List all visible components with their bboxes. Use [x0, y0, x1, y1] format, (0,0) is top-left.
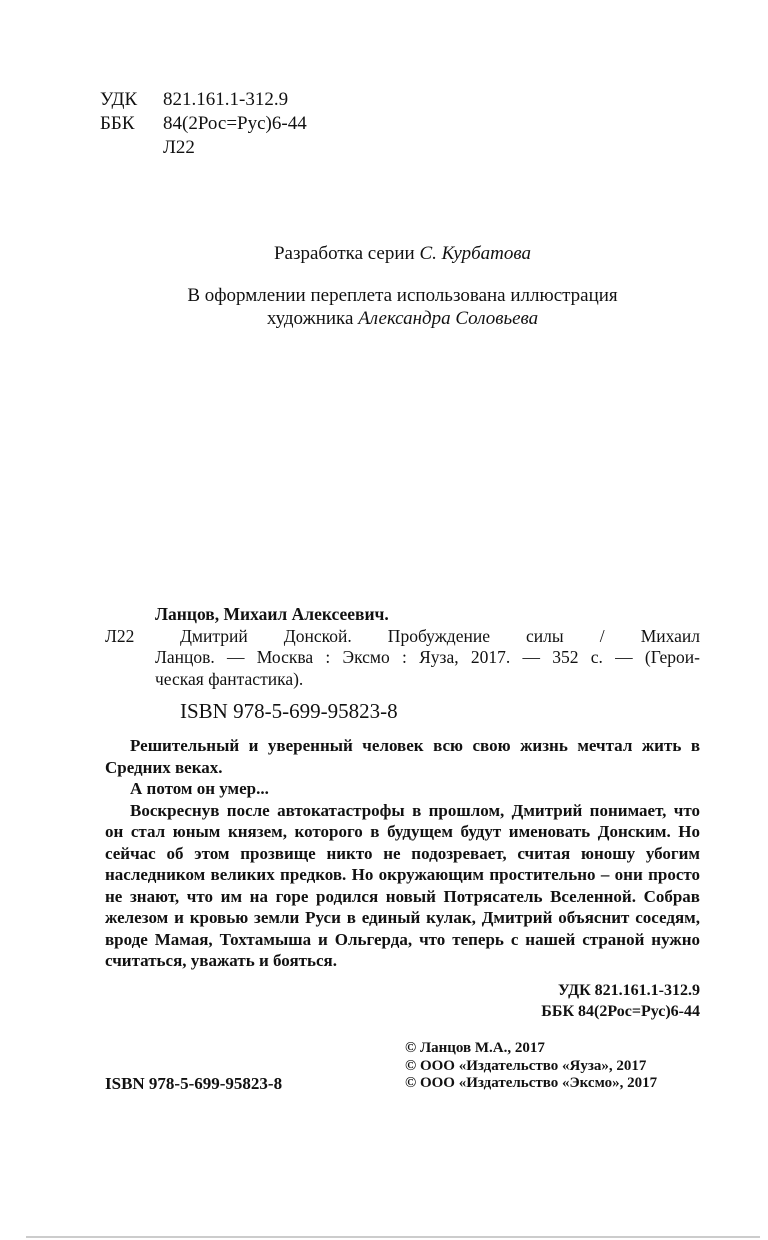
series-designer-name: С. Курбатова: [419, 243, 532, 264]
catalog-description: [105, 626, 700, 691]
copyright-line: © ООО «Издательство «Эксмо», 2017: [405, 1075, 658, 1091]
udk-row: [100, 88, 307, 112]
catalog-author-code: Л22: [105, 625, 135, 646]
annotation: [105, 735, 700, 972]
series-credits: [105, 242, 700, 330]
udk-code: УДК 821.161.1-312.9: [557, 981, 700, 999]
catalog-description-line: Ланцов. — Москва : Эксмо : Яуза, 2017. — 352 с. — (Герои-: [155, 647, 700, 667]
catalog-author: Ланцов, Михаил Алексеевич.: [155, 604, 389, 624]
series-credit: [105, 242, 700, 265]
isbn-bottom: ISBN 978-5-699-95823-8: [105, 1074, 283, 1093]
series-credit-prefix: Разработка серии: [273, 243, 420, 264]
annotation-paragraph: А потом он умер...: [130, 779, 269, 798]
artist-credit: [105, 307, 700, 330]
author-code: Л22: [163, 137, 195, 158]
artist-name: Александра Соловьева: [358, 308, 539, 329]
copyright-line: © ООО «Издательство «Яуза», 2017: [405, 1057, 647, 1074]
author-code-spacer: [100, 136, 163, 160]
artist-credit-prefix: художника: [266, 308, 359, 329]
catalog-description-line: Дмитрий Донской. Пробуждение силы / Михаил: [180, 625, 700, 646]
copyright-line: © Ланцов М.А., 2017: [405, 1040, 545, 1056]
classification-codes-right: [105, 980, 700, 1022]
catalog-isbn: ISBN 978-5-699-95823-8: [180, 699, 398, 723]
bbk-label: ББК: [100, 113, 135, 134]
udk-value: 821.161.1-312.9: [163, 89, 289, 110]
classification-block: [100, 88, 307, 160]
bbk-code: ББК 84(2Рос=Рус)6-44: [541, 1002, 700, 1020]
copyright-block: [405, 1040, 657, 1093]
udk-label: УДК: [100, 89, 138, 110]
annotation-paragraph: Воскреснув после автокатастрофы в прошлом, Дмитрий понимает, что он стал юным князем, которого в будущем будут именовать Донским. Но сейчас об этом прозвище никто не подозревает, считая юношу убогим наследником великих предков. Но окружающим простительно – они просто не знают, что им на горе родился новый Потрясатель Вселенной. Собрав железом и кровью земли Руси в единый кулак, Дмитрий объяснит соседям, вроде Мамая, Тохтамыша и Ольгерда, что теперь с нашей страной нужно считаться, уважать и бояться.: [105, 800, 700, 970]
catalog-description-line: ческая фантастика).: [155, 668, 304, 689]
scan-edge: [26, 1236, 760, 1238]
bbk-row: [100, 112, 307, 136]
cover-credit: В оформлении переплета использована иллюстрация: [187, 285, 618, 306]
author-code-row: [100, 136, 307, 160]
bbk-value: 84(2Рос=Рус)6-44: [163, 113, 307, 134]
annotation-paragraph: Решительный и уверенный человек всю свою жизнь мечтал жить в Средних веках.: [105, 736, 700, 777]
catalog-section: [105, 604, 700, 1022]
